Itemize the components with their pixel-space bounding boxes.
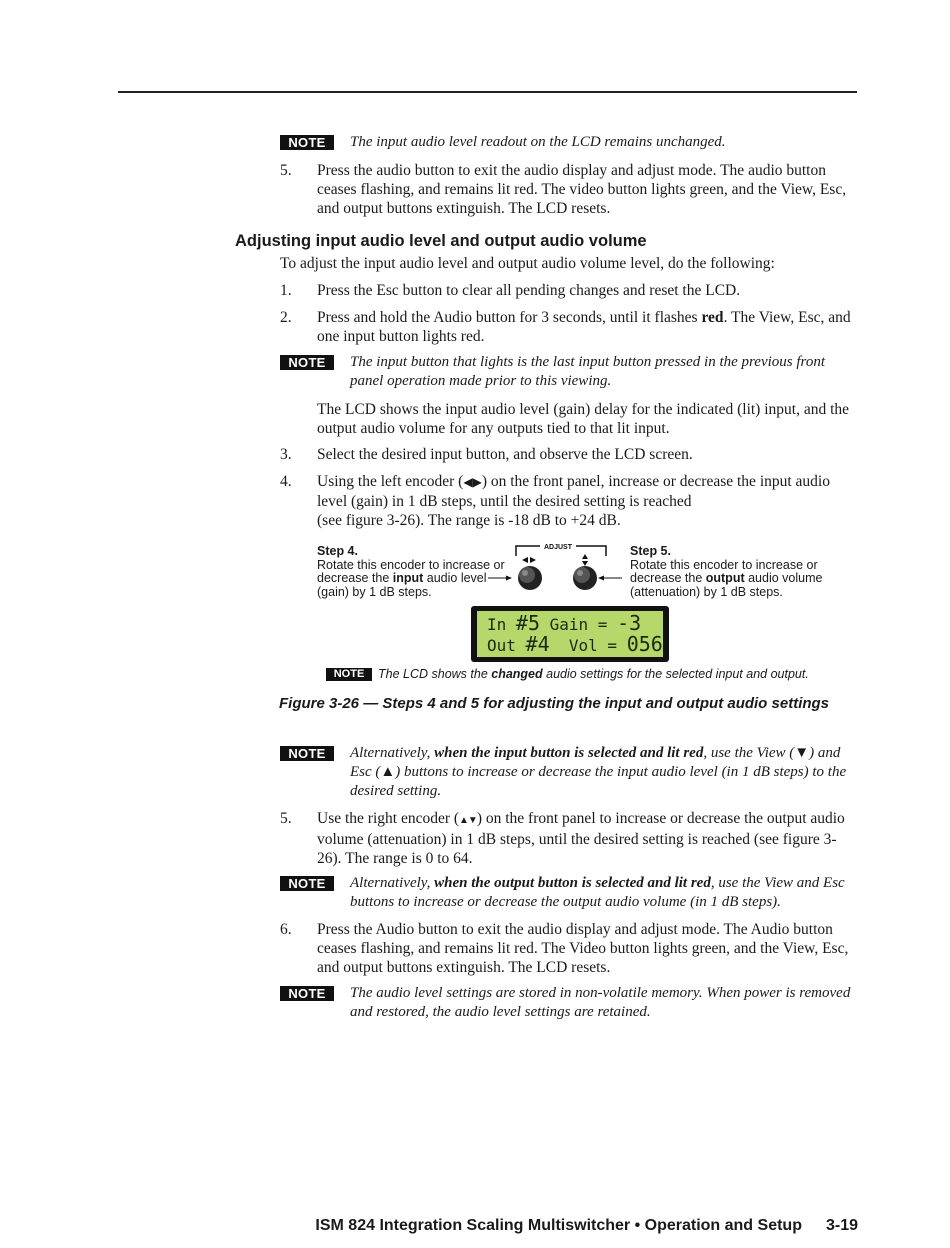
step-text: Using the left encoder (◀▶) on the front panel, increase or decrease the input audio level (gain) in 1 dB steps, until the desired setting is reached (see figure 3-26). The range is -18 dB to +24 dB. xyxy=(317,473,830,529)
step-number: 1. xyxy=(280,282,292,299)
note-badge: NOTE xyxy=(280,876,334,891)
note-badge: NOTE xyxy=(280,986,334,1001)
footer-title: ISM 824 Integration Scaling Multiswitcher • Operation and Setup xyxy=(315,1217,802,1234)
note-badge: NOTE xyxy=(280,746,334,761)
note-badge: NOTE xyxy=(280,135,334,150)
figure-step4-title: Step 4. xyxy=(317,544,358,558)
note-text: The audio level settings are stored in non-volatile memory. When power is removed and restored, the audio level settings are retained. xyxy=(350,985,851,1020)
note-text: Alternatively, when the input button is selected and lit red, use the View (▼) and Esc (▲) buttons to increase or decrease the input audio level (in 1 dB steps) to the desired setting. xyxy=(350,745,847,799)
adjust-bracket-left xyxy=(516,546,540,556)
note-badge: NOTE xyxy=(280,355,334,370)
step-text: Press the Esc button to clear all pending changes and reset the LCD. xyxy=(317,282,741,299)
step-number: 5. xyxy=(280,810,292,827)
section-heading: Adjusting input audio level and output audio volume xyxy=(235,232,647,250)
up-down-arrows-icon: ▲▼ xyxy=(459,815,477,826)
step-number: 5. xyxy=(280,162,292,179)
header-rule xyxy=(118,91,857,93)
step-number: 3. xyxy=(280,446,292,463)
step-text: Use the right encoder (▲▼) on the front panel to increase or decrease the output audio volume (attenuation) in 1 dB steps, until the desired setting is reached (see figure 3-26). The range is 0 to 64. xyxy=(317,810,845,867)
page-number: 3-19 xyxy=(825,1217,858,1234)
figure-step4-callout: Step 4. Rotate this encoder to increase or decrease the input audio level (gain) by 1 dB steps. xyxy=(317,545,507,599)
figure-caption: Figure 3-26 — Steps 4 and 5 for adjusting the input and output audio settings xyxy=(279,695,830,712)
lcd-row-2: Out #4 Vol = 056 xyxy=(487,632,663,656)
step-text: Press the audio button to exit the audio display and adjust mode. The audio button ceases flashing, and remains lit red. The video button lights green, and the View, Esc, and output buttons extinguish. The LCD resets. xyxy=(317,162,847,217)
step-number: 2. xyxy=(280,309,292,326)
step-number: 6. xyxy=(280,921,292,938)
lcd-display xyxy=(471,606,669,662)
right-arrow-icon xyxy=(530,557,536,563)
lcd-screen xyxy=(477,611,663,657)
up-arrow-icon xyxy=(582,554,588,559)
lcd-description: The LCD shows the input audio level (gain) delay for the indicated (lit) input, and the output audio volume for any outputs tied to that lit input. xyxy=(317,401,850,437)
note-text: The input button that lights is the last input button pressed in the previous front panel operation made prior to this viewing. xyxy=(350,354,825,389)
figure-step5-title: Step 5. xyxy=(630,544,671,558)
figure-note-badge: NOTE xyxy=(326,668,372,681)
note-text: The input audio level readout on the LCD remains unchanged. xyxy=(350,134,726,150)
figure-step5-callout: Step 5. Rotate this encoder to increase or decrease the output audio volume (attenuation) by 1 dB steps. xyxy=(630,545,840,599)
left-right-arrows-icon: ◀▶ xyxy=(463,475,482,489)
step-text: Press and hold the Audio button for 3 seconds, until it flashes red. The View, Esc, and one input button lights red. xyxy=(317,309,851,345)
step-text: Select the desired input button, and observe the LCD screen. xyxy=(317,446,693,463)
adjust-bracket-right xyxy=(576,546,606,556)
encoder-diagram xyxy=(480,538,630,598)
down-arrow-icon xyxy=(582,561,588,566)
adjust-label: ADJUST xyxy=(543,544,573,551)
lcd-row-1: In #5 Gain = -3 xyxy=(487,611,642,635)
intro-paragraph: To adjust the input audio level and output audio volume level, do the following: xyxy=(280,255,775,272)
figure-note-text: The LCD shows the changed audio settings for the selected input and output. xyxy=(378,667,809,681)
page-footer xyxy=(315,1217,858,1235)
step-text: Press the Audio button to exit the audio display and adjust mode. The Audio button ceases flashing, and remains lit red. The Video button lights green, and the View, Esc, and output buttons extinguish. The LCD resets. xyxy=(317,921,849,976)
note-text: Alternatively, when the output button is selected and lit red, use the View and Esc buttons to increase or decrease the output audio volume (in 1 dB steps). xyxy=(350,875,845,910)
step-number: 4. xyxy=(280,473,292,490)
left-arrow-icon xyxy=(522,557,528,563)
